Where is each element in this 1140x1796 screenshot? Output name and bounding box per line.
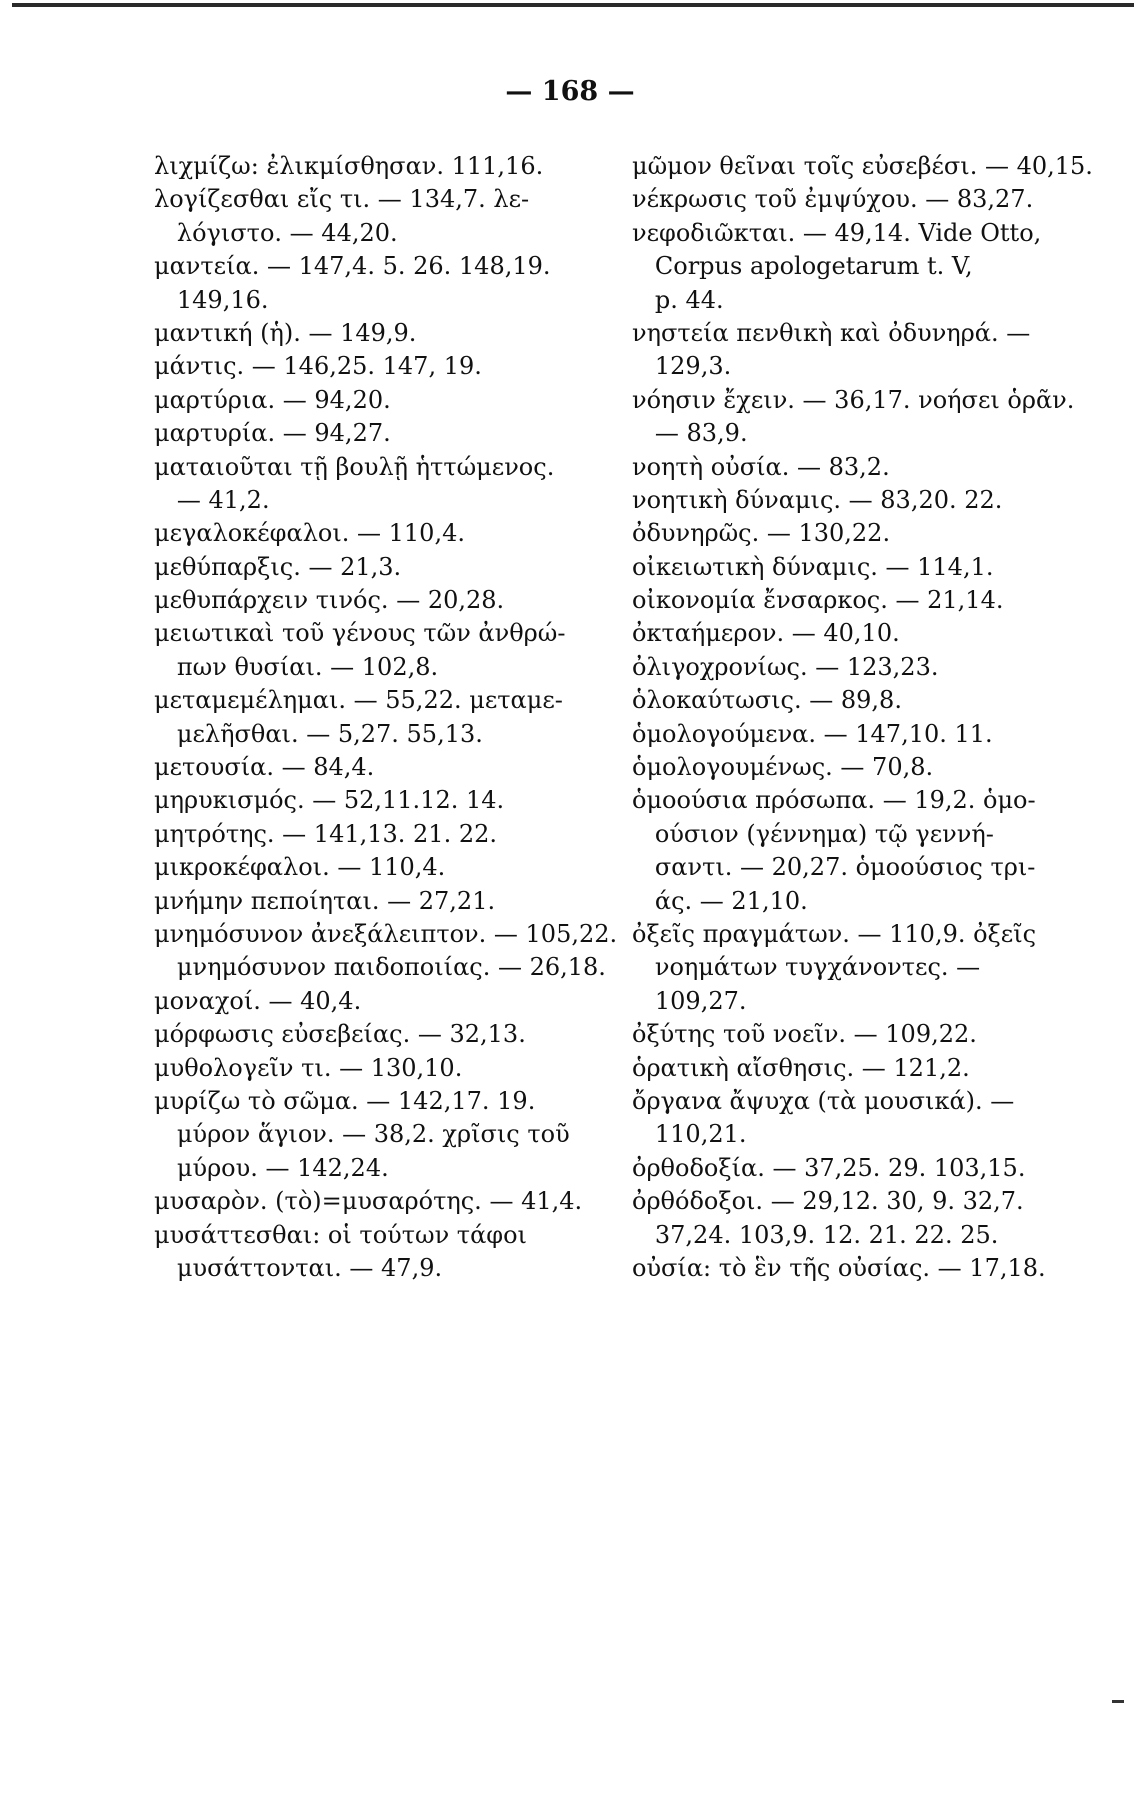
index-entry-line: μελῆσθαι. — 5,27. 55,13. <box>154 719 483 748</box>
index-entry-line: p. 44. <box>632 285 724 314</box>
index-entry-line: ούσιον (γέννημα) τῷ γεννή- <box>632 819 994 848</box>
index-entry-line: νοημάτων τυγχάνοντες. — <box>632 953 981 982</box>
index-entry-line: οὐσία: τὸ ἓν τῆς οὐσίας. — 17,18. <box>632 1253 1046 1282</box>
index-entry-line: λογίζεσθαι εἴς τι. — 134,7. λε- <box>154 185 530 214</box>
index-entry-line: ὁμοούσια πρόσωπα. — 19,2. ὁμο- <box>632 786 1036 815</box>
index-entry-line: ὁλοκαύτωσις. — 89,8. <box>632 686 902 715</box>
margin-mark <box>1112 1700 1124 1703</box>
index-entry-line: ὁμολογούμενα. — 147,10. 11. <box>632 719 993 748</box>
index-entry-line: νέκρωσις τοῦ ἐμψύχου. — 83,27. <box>632 185 1034 214</box>
index-entry-line: — 83,9. <box>632 419 748 448</box>
index-entry-line: μαντεία. — 147,4. 5. 26. 148,19. <box>154 252 551 281</box>
index-entry-line: μεγαλοκέφαλοι. — 110,4. <box>154 519 465 548</box>
left-index-column <box>154 150 618 1285</box>
index-entry-line: ὄργανα ἄψυχα (τὰ μουσικά). — <box>632 1086 1015 1115</box>
index-entry-line: άς. — 21,10. <box>632 886 808 915</box>
index-entry-line: μεθυπάρχειν τινός. — 20,28. <box>154 586 505 615</box>
index-entry-line: νηστεία πενθικὴ καὶ ὀδυνηρά. — <box>632 318 1031 347</box>
index-entry-line: νεφοδιῶκται. — 49,14. Vide Otto, <box>632 218 1042 247</box>
index-entry-line: μύρον ἅγιον. — 38,2. χρῖσις τοῦ <box>154 1120 570 1149</box>
index-entry-line: ὀρθοδοξία. — 37,25. 29. 103,15. <box>632 1153 1026 1182</box>
right-index-column <box>632 150 1093 1285</box>
index-entry-line: οἰκειωτικὴ δύναμις. — 114,1. <box>632 552 994 581</box>
index-entry-line: ὁρατικὴ αἴσθησις. — 121,2. <box>632 1053 970 1082</box>
index-entry-line: ὀκταήμερον. — 40,10. <box>632 619 900 648</box>
index-entry-line: πων θυσίαι. — 102,8. <box>154 652 439 681</box>
index-entry-line: μαρτύρια. — 94,20. <box>154 385 391 414</box>
index-entry-line: νοητικὴ δύναμις. — 83,20. 22. <box>632 485 1003 514</box>
index-entry-line: μηρυκισμός. — 52,11.12. 14. <box>154 786 505 815</box>
index-entry-line: 129,3. <box>632 352 732 381</box>
index-entry-line: μνημόσυνον παιδοποιίας. — 26,18. <box>154 953 606 982</box>
index-entry-line: μεθύπαρξις. — 21,3. <box>154 552 402 581</box>
index-entry-line: 109,27. <box>632 986 747 1015</box>
index-entry-line: ὀξύτης τοῦ νοεῖν. — 109,22. <box>632 1020 977 1049</box>
index-entry-line: Corpus apologetarum t. V, <box>632 252 973 281</box>
index-entry-line: μυσάττονται. — 47,9. <box>154 1253 443 1282</box>
index-entry-line: σαντι. — 20,27. ὁμοούσιος τρι- <box>632 853 1036 882</box>
index-entry-line: μῶμον θεῖναι τοῖς εὐσεβέσι. — 40,15. <box>632 152 1093 180</box>
index-entry-line: μικροκέφαλοι. — 110,4. <box>154 853 446 882</box>
index-entry-line: λιχμίζω: ἐλικμίσθησαν. 111,16. <box>154 152 544 180</box>
index-entry-line: ὀρθόδοξοι. — 29,12. 30, 9. 32,7. <box>632 1187 1024 1216</box>
index-entry-line: 37,24. 103,9. 12. 21. 22. 25. <box>632 1220 999 1249</box>
index-entry-line: μειωτικαὶ τοῦ γένους τῶν ἀνθρώ- <box>154 619 566 648</box>
index-entry-line: οἰκονομία ἔνσαρκος. — 21,14. <box>632 586 1004 615</box>
index-entry-line: 149,16. <box>154 285 269 314</box>
index-entry-line: μητρότης. — 141,13. 21. 22. <box>154 819 497 848</box>
index-entry-line: μυθολογεῖν τι. — 130,10. <box>154 1053 463 1082</box>
index-entry-line: μετουσία. — 84,4. <box>154 753 375 782</box>
index-entry-line: λόγιστο. — 44,20. <box>154 218 398 247</box>
index-entry-line: μύρου. — 142,24. <box>154 1153 389 1182</box>
index-entry-line: μυσαρὸν. (τὸ)=μυσαρότης. — 41,4. <box>154 1187 583 1216</box>
index-entry-line: μαρτυρία. — 94,27. <box>154 419 391 448</box>
top-rule <box>12 3 1134 7</box>
index-entry-line: νοητὴ οὐσία. — 83,2. <box>632 452 890 481</box>
index-entry-line: μάντις. — 146,25. 147, 19. <box>154 352 482 381</box>
index-entry-line: μυρίζω τὸ σῶμα. — 142,17. 19. <box>154 1086 536 1115</box>
index-entry-line: — 41,2. <box>154 485 270 514</box>
index-entry-line: μαντική (ἡ). — 149,9. <box>154 318 417 347</box>
index-entry-line: ὀδυνηρῶς. — 130,22. <box>632 519 891 548</box>
index-entry-line: μνήμην πεποίηται. — 27,21. <box>154 886 496 915</box>
index-entry-line: νόησιν ἔχειν. — 36,17. νοήσει ὁρᾶν. <box>632 385 1075 414</box>
index-entry-line: μοναχοί. — 40,4. <box>154 986 362 1015</box>
index-entry-line: ὀξεῖς πραγμάτων. — 110,9. ὀξεῖς <box>632 919 1037 948</box>
page-number: — 168 — <box>505 76 635 107</box>
index-entry-line: μόρφωσις εὐσεβείας. — 32,13. <box>154 1020 526 1049</box>
index-entry-line: μνημόσυνον ἀνεξάλειπτον. — 105,22. <box>154 919 618 948</box>
index-entry-line: 110,21. <box>632 1120 747 1149</box>
index-entry-line: μυσάττεσθαι: οἱ τούτων τάφοι <box>154 1220 527 1249</box>
index-entry-line: μεταμεμέλημαι. — 55,22. μεταμε- <box>154 686 563 715</box>
index-entry-line: ὁμολογουμένως. — 70,8. <box>632 753 934 782</box>
index-entry-line: ματαιοῦται τῇ βουλῇ ἡττώμενος. <box>154 452 555 481</box>
index-entry-line: ὀλιγοχρονίως. — 123,23. <box>632 652 939 681</box>
